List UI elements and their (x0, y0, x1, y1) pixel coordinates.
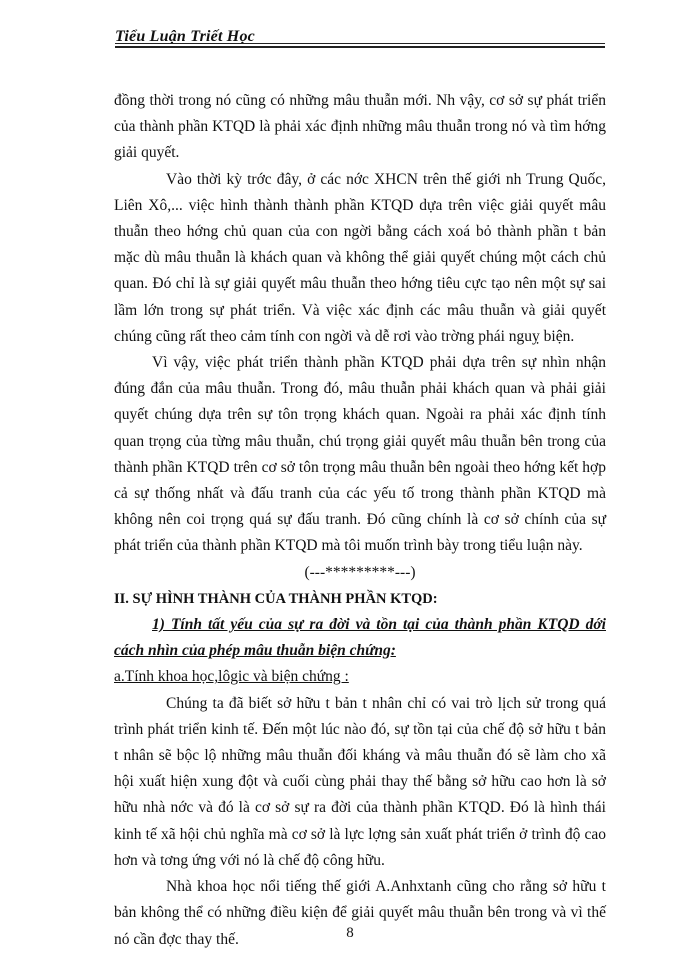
paragraph-1: đồng thời trong nó cũng có những mâu thuẫn mới. Nh vậy, cơ sở sự phát triển của thành phần KTQD là phải xác định những mâu thuẫn trong nó và tìm hớng giải quyết. (114, 92, 606, 162)
page-header (115, 28, 605, 46)
page-body (114, 88, 606, 953)
header-title: Tiểu Luận Triết Học (115, 28, 255, 45)
separator: (---*********---) (304, 563, 416, 581)
paragraph-4: Chúng ta đã biết sở hữu t bản t nhân chỉ có vai trò lịch sử trong quá trình phát triển kinh tế. Đến một lúc nào đó, sự tồn tại của chế độ sở hữu t bản t nhân sẽ bộc lộ những mâu thuẫn đối kháng và mâu thuẫn đó sẽ làm cho xã hội xuất hiện xung đột và cuối cùng phải thay thế bằng sở hữu cao hơn là sở hữu nhà nớc và đó là cơ sở sự ra đời của thành phần KTQD. Đó là hình thái kinh tế xã hội chủ nghĩa mà cơ sở là lực lợng sản xuất phát triển ở trình độ cao hơn và tơng ứng với nó là chế độ công hữu. (114, 694, 606, 869)
paragraph-3: Vì vậy, việc phát triển thành phần KTQD phải dựa trên sự nhìn nhận đúng đắn của mâu thuẫn. Trong đó, mâu thuẫn phải khách quan và phải giải quyết chúng dựa trên sự tôn trọng khách quan. Ngoài ra phải xác định tính quan trọng của từng mâu thuẫn, chú trọng giải quyết mâu thuẫn bên trong của thành phần KTQD trên cơ sở tôn trọng mâu thuẫn bên ngoài theo hớng kết hợp cả sự thống nhất và đấu tranh của các yếu tố trong thành phần KTQD mà không nên coi trọng quá sự đấu tranh. Đó cũng chính là cơ sở chính của sự phát triển của thành phần KTQD mà tôi muốn trình bày trong tiểu luận này. (114, 354, 606, 555)
sub-sub-heading: a.Tính khoa học,lôgic và biện chứng : (114, 668, 349, 686)
section-heading: II. SỰ HÌNH THÀNH CỦA THÀNH PHẦN KTQD: (114, 590, 438, 607)
page-number: 8 (346, 925, 354, 941)
header-rule-thin (115, 43, 605, 44)
paragraph-5: Nhà khoa học nổi tiếng thế giới A.Anhxtanh cũng cho rằng sở hữu t bản không thể có những điều kiện để giải quyết mâu thuẫn bên trong và vì thế nó cần đợc thay thế. (114, 878, 606, 948)
header-rule-thick (115, 46, 605, 48)
paragraph-2: Vào thời kỳ trớc đây, ở các nớc XHCN trên thế giới nh Trung Quốc, Liên Xô,... việc hình thành thành phần KTQD dựa trên việc giải quyết mâu thuẫn theo hớng chủ quan của con ngời bằng cách xoá bỏ thành phần t bản mặc dù mâu thuẫn là khách quan và không thể giải quyết chúng một cách chủ quan. Đó chỉ là sự giải quyết mâu thuẫn theo hớng tiêu cực tạo nên một sự sai lầm lớn trong sự phát triển. Và việc xác định các mâu thuẫn và giải quyết chúng cũng rất theo cảm tính con ngời và dễ rơi vào trờng phái nguỵ biện. (114, 170, 606, 345)
sub-heading: 1) Tính tất yếu của sự ra đời và tồn tại của thành phần KTQD dới cách nhìn của phép mâu thuẫn biện chứng: (114, 616, 606, 660)
